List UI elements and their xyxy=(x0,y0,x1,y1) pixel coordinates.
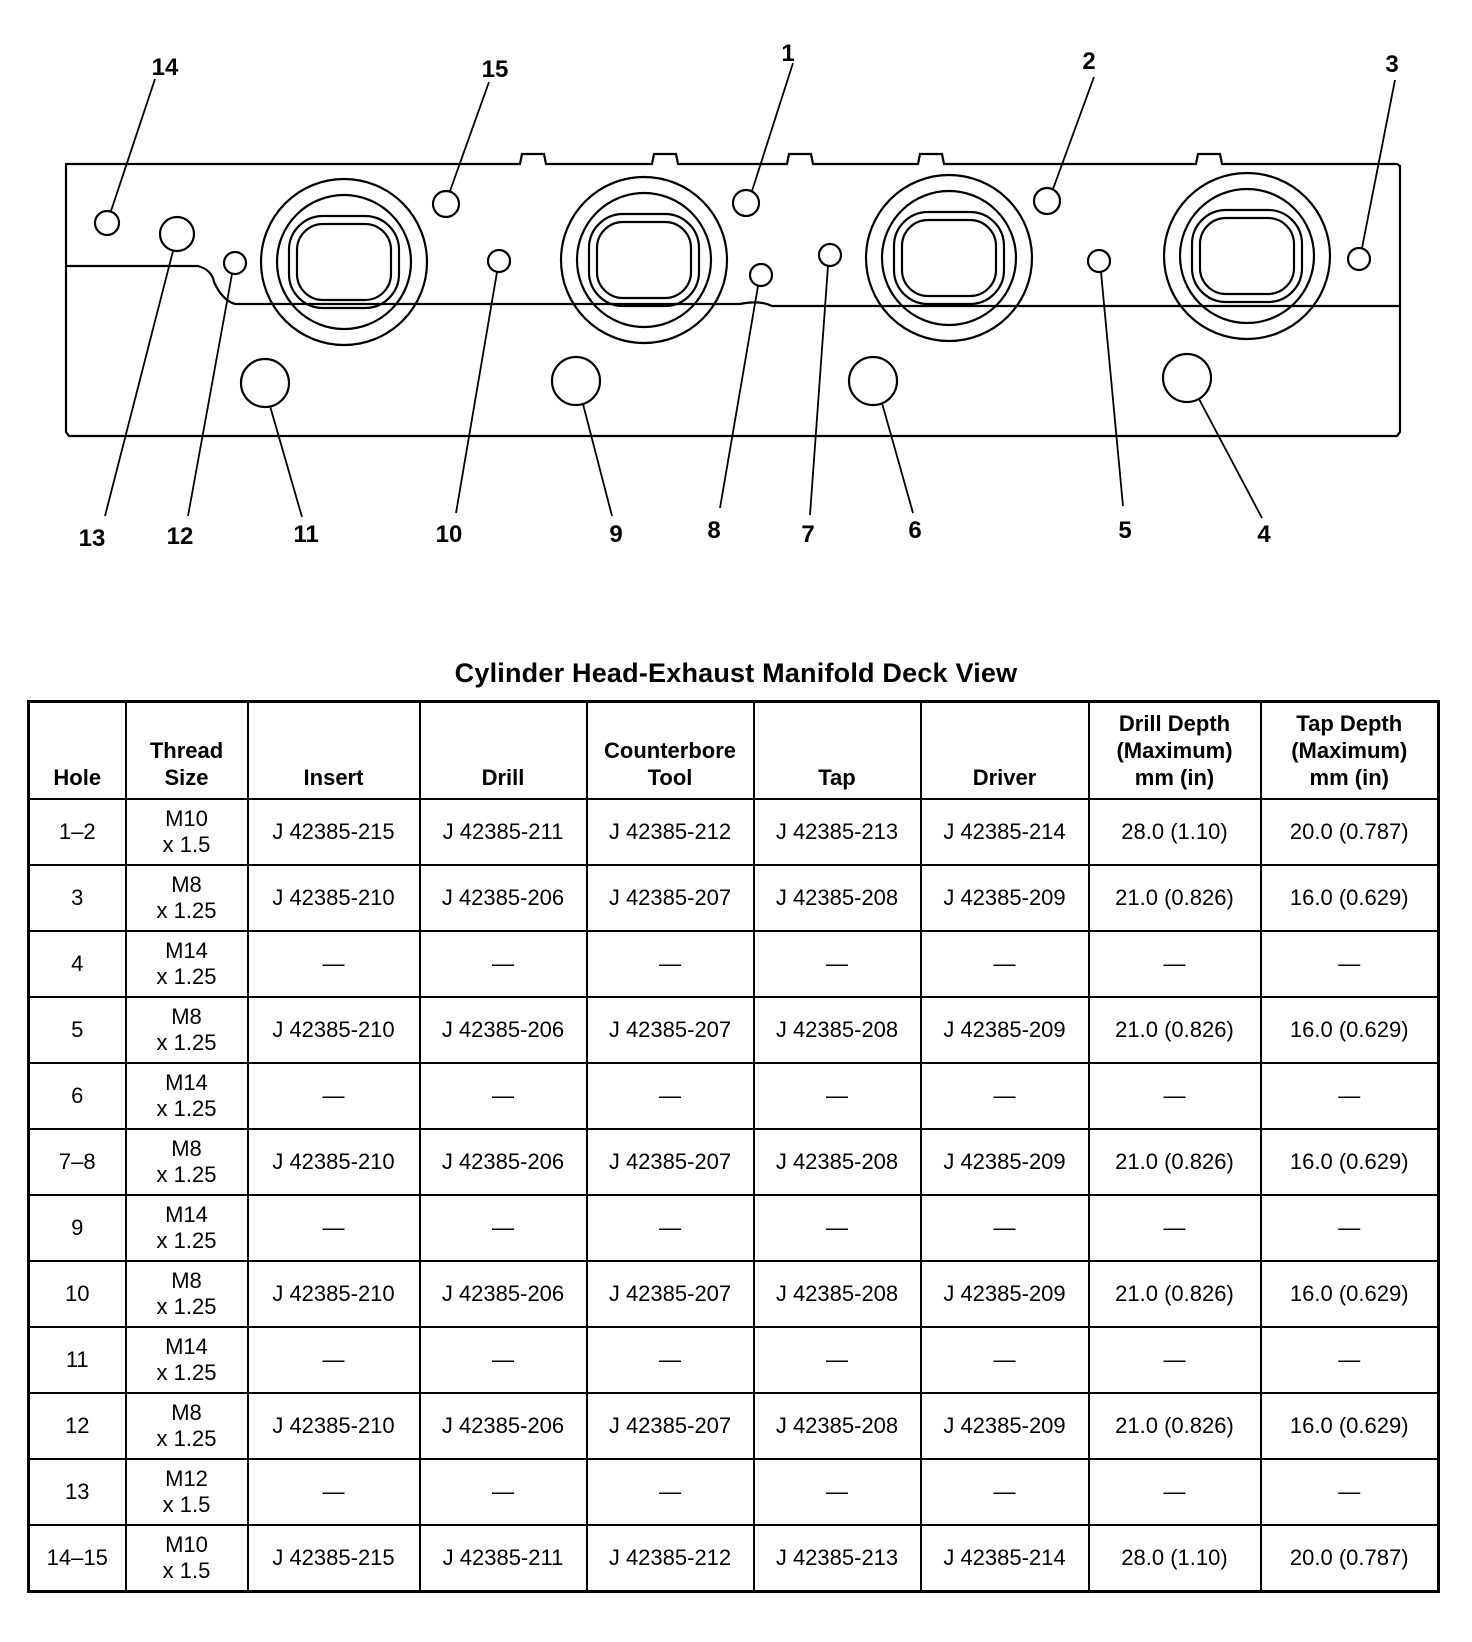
cell-drill: — xyxy=(420,1195,587,1261)
cell-drill-depth: 21.0 (0.826) xyxy=(1089,1393,1261,1459)
cell-driver: — xyxy=(921,1195,1089,1261)
cell-counterbore-tool: J 42385-207 xyxy=(587,1129,754,1195)
table-row xyxy=(29,1393,1439,1459)
hole-12 xyxy=(224,252,246,274)
cell-tap-depth: — xyxy=(1261,1063,1439,1129)
cell-thread-size: M8 x 1.25 xyxy=(126,997,248,1063)
table-row xyxy=(29,1525,1439,1592)
cell-tap-depth: — xyxy=(1261,931,1439,997)
hole-8 xyxy=(750,264,772,286)
cell-thread-size: M10 x 1.5 xyxy=(126,799,248,865)
cell-counterbore-tool: J 42385-207 xyxy=(587,997,754,1063)
table-row xyxy=(29,1261,1439,1327)
cell-insert: J 42385-210 xyxy=(248,1129,420,1195)
callout-3: 3 xyxy=(1385,51,1399,78)
cell-drill-depth: 21.0 (0.826) xyxy=(1089,865,1261,931)
cell-insert: J 42385-210 xyxy=(248,865,420,931)
hole-11 xyxy=(241,359,289,407)
callout-15: 15 xyxy=(481,56,509,83)
cell-tap-depth: 20.0 (0.787) xyxy=(1261,1525,1439,1592)
cell-tap-depth: 16.0 (0.629) xyxy=(1261,997,1439,1063)
cell-hole: 9 xyxy=(29,1195,126,1261)
col-header-drill-depth: Drill Depth (Maximum) mm (in) xyxy=(1089,702,1261,800)
table-row xyxy=(29,865,1439,931)
cell-counterbore-tool: — xyxy=(587,1195,754,1261)
cell-drill: J 42385-206 xyxy=(420,997,587,1063)
cell-tap: — xyxy=(754,1459,921,1525)
cell-counterbore-tool: J 42385-207 xyxy=(587,1261,754,1327)
table-row xyxy=(29,799,1439,865)
callout-2: 2 xyxy=(1082,48,1096,75)
table-row xyxy=(29,1459,1439,1525)
col-header-drill: Drill xyxy=(420,702,587,800)
cell-drill: J 42385-211 xyxy=(420,799,587,865)
cell-drill: — xyxy=(420,1063,587,1129)
cylinder-head-diagram xyxy=(0,0,1472,600)
cell-hole: 3 xyxy=(29,865,126,931)
cell-tap-depth: 20.0 (0.787) xyxy=(1261,799,1439,865)
leader-7 xyxy=(810,266,828,515)
cell-driver: — xyxy=(921,1459,1089,1525)
col-header-tap-depth: Tap Depth (Maximum) mm (in) xyxy=(1261,702,1439,800)
leader-1 xyxy=(752,63,793,191)
callout-11: 11 xyxy=(293,521,319,548)
cell-insert: J 42385-210 xyxy=(248,1393,420,1459)
cell-drill-depth: 21.0 (0.826) xyxy=(1089,1261,1261,1327)
cell-counterbore-tool: J 42385-212 xyxy=(587,1525,754,1592)
cell-drill-depth: 21.0 (0.826) xyxy=(1089,1129,1261,1195)
callout-10: 10 xyxy=(435,521,463,548)
cell-drill: J 42385-206 xyxy=(420,865,587,931)
callout-6: 6 xyxy=(908,517,922,544)
cell-thread-size: M8 x 1.25 xyxy=(126,1393,248,1459)
hole-15 xyxy=(433,191,459,217)
cell-tap: J 42385-213 xyxy=(754,799,921,865)
exhaust-port-2 xyxy=(561,177,727,343)
table-row xyxy=(29,997,1439,1063)
cell-insert: — xyxy=(248,1459,420,1525)
hole-7 xyxy=(819,244,841,266)
cell-thread-size: M8 x 1.25 xyxy=(126,1261,248,1327)
callout-5: 5 xyxy=(1118,517,1132,544)
header-row xyxy=(29,702,1439,800)
table-row xyxy=(29,931,1439,997)
cell-counterbore-tool: — xyxy=(587,1063,754,1129)
cell-drill-depth: 28.0 (1.10) xyxy=(1089,799,1261,865)
cell-drill-depth: — xyxy=(1089,1195,1261,1261)
cell-driver: — xyxy=(921,1063,1089,1129)
hole-6 xyxy=(849,357,897,405)
cell-drill-depth: — xyxy=(1089,1459,1261,1525)
cell-driver: J 42385-209 xyxy=(921,1129,1089,1195)
hole-1 xyxy=(733,190,759,216)
col-header-driver: Driver xyxy=(921,702,1089,800)
cell-insert: J 42385-215 xyxy=(248,799,420,865)
callout-1: 1 xyxy=(781,40,795,67)
cell-hole: 10 xyxy=(29,1261,126,1327)
cell-driver: — xyxy=(921,1327,1089,1393)
cell-tap-depth: — xyxy=(1261,1459,1439,1525)
cell-hole: 5 xyxy=(29,997,126,1063)
col-header-hole: Hole xyxy=(29,702,126,800)
cell-drill: J 42385-206 xyxy=(420,1393,587,1459)
table-row xyxy=(29,1129,1439,1195)
cell-insert: — xyxy=(248,1195,420,1261)
deck-outline xyxy=(66,154,1400,436)
exhaust-port-1 xyxy=(261,179,427,345)
cell-drill-depth: 28.0 (1.10) xyxy=(1089,1525,1261,1592)
cell-counterbore-tool: — xyxy=(587,1459,754,1525)
callout-14: 14 xyxy=(151,54,179,81)
exhaust-port-3 xyxy=(866,175,1032,341)
cell-drill: — xyxy=(420,931,587,997)
cell-drill-depth: — xyxy=(1089,1063,1261,1129)
cell-insert: J 42385-215 xyxy=(248,1525,420,1592)
leader-13 xyxy=(105,251,173,516)
table-title: Cylinder Head-Exhaust Manifold Deck View xyxy=(454,658,1018,688)
cell-hole: 6 xyxy=(29,1063,126,1129)
cell-thread-size: M14 x 1.25 xyxy=(126,1063,248,1129)
cell-hole: 7–8 xyxy=(29,1129,126,1195)
cell-thread-size: M8 x 1.25 xyxy=(126,1129,248,1195)
cell-hole: 11 xyxy=(29,1327,126,1393)
cell-drill: J 42385-206 xyxy=(420,1261,587,1327)
cell-counterbore-tool: J 42385-212 xyxy=(587,799,754,865)
cell-drill-depth: — xyxy=(1089,1327,1261,1393)
cell-counterbore-tool: — xyxy=(587,1327,754,1393)
cell-thread-size: M12 x 1.5 xyxy=(126,1459,248,1525)
leader-4 xyxy=(1199,399,1262,518)
leader-9 xyxy=(583,404,612,516)
cell-tap: J 42385-213 xyxy=(754,1525,921,1592)
spec-table xyxy=(27,700,1440,1593)
cell-driver: J 42385-209 xyxy=(921,865,1089,931)
cell-driver: J 42385-214 xyxy=(921,1525,1089,1592)
cell-drill: J 42385-211 xyxy=(420,1525,587,1592)
callout-13: 13 xyxy=(78,525,106,552)
cell-hole: 1–2 xyxy=(29,799,126,865)
callout-7: 7 xyxy=(801,521,815,548)
leader-8 xyxy=(720,286,758,508)
col-header-insert: Insert xyxy=(248,702,420,800)
cell-tap: J 42385-208 xyxy=(754,1393,921,1459)
cell-drill-depth: 21.0 (0.826) xyxy=(1089,997,1261,1063)
cell-drill-depth: — xyxy=(1089,931,1261,997)
cell-insert: — xyxy=(248,931,420,997)
exhaust-port-4 xyxy=(1164,173,1330,339)
cell-tap-depth: — xyxy=(1261,1195,1439,1261)
hole-4 xyxy=(1163,354,1211,402)
hole-14 xyxy=(95,211,119,235)
hole-10 xyxy=(488,250,510,272)
cell-insert: — xyxy=(248,1327,420,1393)
cell-tap-depth: 16.0 (0.629) xyxy=(1261,1261,1439,1327)
cell-thread-size: M14 x 1.25 xyxy=(126,1327,248,1393)
cell-hole: 14–15 xyxy=(29,1525,126,1592)
cell-tap: J 42385-208 xyxy=(754,865,921,931)
leader-2 xyxy=(1053,77,1094,189)
cell-hole: 13 xyxy=(29,1459,126,1525)
cell-tap: J 42385-208 xyxy=(754,997,921,1063)
cell-hole: 12 xyxy=(29,1393,126,1459)
cell-tap-depth: — xyxy=(1261,1327,1439,1393)
cell-thread-size: M8 x 1.25 xyxy=(126,865,248,931)
cell-driver: J 42385-209 xyxy=(921,1393,1089,1459)
cell-counterbore-tool: — xyxy=(587,931,754,997)
cell-drill: — xyxy=(420,1459,587,1525)
cell-tap: J 42385-208 xyxy=(754,1129,921,1195)
leader-15 xyxy=(450,82,489,191)
cell-drill: J 42385-206 xyxy=(420,1129,587,1195)
cell-tap: — xyxy=(754,1195,921,1261)
cell-driver: J 42385-209 xyxy=(921,1261,1089,1327)
table-row xyxy=(29,1195,1439,1261)
table-row xyxy=(29,1063,1439,1129)
hole-2 xyxy=(1034,188,1060,214)
callout-12: 12 xyxy=(166,523,194,550)
cell-driver: — xyxy=(921,931,1089,997)
cell-driver: J 42385-209 xyxy=(921,997,1089,1063)
cell-tap-depth: 16.0 (0.629) xyxy=(1261,1129,1439,1195)
hole-13 xyxy=(160,217,194,251)
callout-4: 4 xyxy=(1257,521,1271,548)
leader-6 xyxy=(882,403,913,513)
leader-14 xyxy=(111,79,155,211)
callout-9: 9 xyxy=(609,521,623,548)
col-header-thread-size: Thread Size xyxy=(126,702,248,800)
cell-insert: — xyxy=(248,1063,420,1129)
col-header-tap: Tap xyxy=(754,702,921,800)
cell-driver: J 42385-214 xyxy=(921,799,1089,865)
leader-10 xyxy=(456,272,497,513)
cell-hole: 4 xyxy=(29,931,126,997)
cell-counterbore-tool: J 42385-207 xyxy=(587,865,754,931)
cell-tap: — xyxy=(754,1063,921,1129)
leader-11 xyxy=(270,406,302,517)
cell-thread-size: M14 x 1.25 xyxy=(126,1195,248,1261)
cell-thread-size: M14 x 1.25 xyxy=(126,931,248,997)
hole-5 xyxy=(1088,250,1110,272)
cell-insert: J 42385-210 xyxy=(248,1261,420,1327)
cell-thread-size: M10 x 1.5 xyxy=(126,1525,248,1592)
table-row xyxy=(29,1327,1439,1393)
hole-3 xyxy=(1348,248,1370,270)
cell-tap: — xyxy=(754,931,921,997)
cell-insert: J 42385-210 xyxy=(248,997,420,1063)
cell-tap: J 42385-208 xyxy=(754,1261,921,1327)
cell-tap-depth: 16.0 (0.629) xyxy=(1261,1393,1439,1459)
cell-tap-depth: 16.0 (0.629) xyxy=(1261,865,1439,931)
col-header-counterbore-tool: Counterbore Tool xyxy=(587,702,754,800)
cell-drill: — xyxy=(420,1327,587,1393)
cell-counterbore-tool: J 42385-207 xyxy=(587,1393,754,1459)
cell-tap: — xyxy=(754,1327,921,1393)
callout-8: 8 xyxy=(707,517,721,544)
hole-9 xyxy=(552,357,600,405)
leader-12 xyxy=(188,274,232,516)
